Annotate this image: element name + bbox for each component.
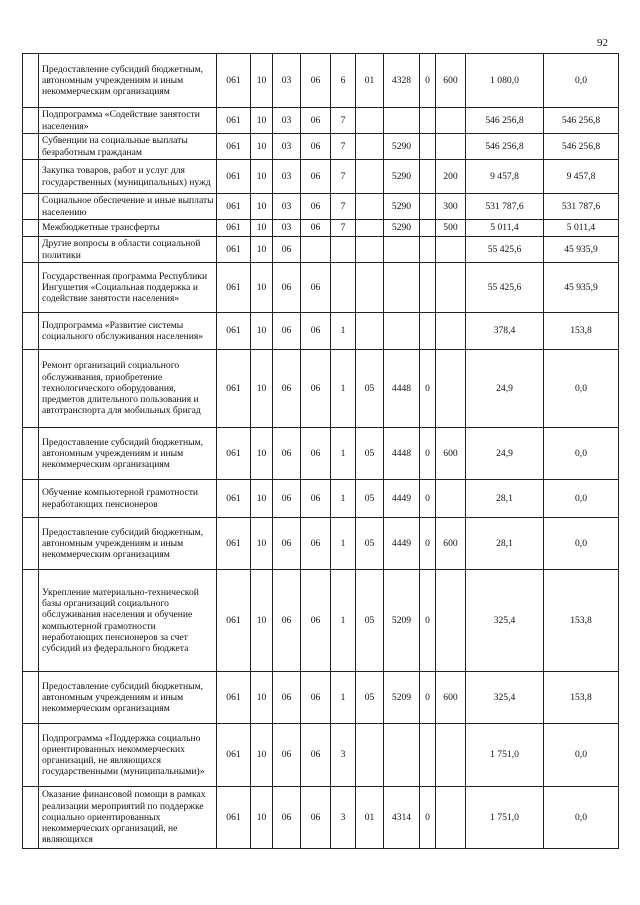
row-c4-cell: 06 — [301, 54, 331, 108]
row-name-cell: Субвенции на социальные выплаты безработным гражданам — [39, 134, 217, 160]
row-c1-cell: 061 — [217, 787, 251, 849]
row-c7-cell: 5209 — [384, 672, 420, 724]
row-c2-cell: 10 — [251, 108, 273, 134]
row-marker-cell — [23, 313, 39, 350]
row-c7-cell — [384, 237, 420, 263]
row-name-cell: Предоставление субсидий бюджетным, автономным учреждениям и иным некоммерческим организациям — [39, 54, 217, 108]
table-row — [23, 134, 619, 160]
row-marker-cell — [23, 194, 39, 220]
row-c7-cell — [384, 108, 420, 134]
row-v2-cell: 0,0 — [544, 787, 619, 849]
row-c1-cell: 061 — [217, 220, 251, 237]
row-c5-cell: 7 — [331, 160, 356, 194]
row-c5-cell: 1 — [331, 672, 356, 724]
row-marker-cell — [23, 480, 39, 518]
row-c1-cell: 061 — [217, 263, 251, 313]
row-c3-cell: 06 — [273, 480, 301, 518]
row-c1-cell: 061 — [217, 350, 251, 428]
row-c5-cell: 1 — [331, 518, 356, 570]
row-c8-cell: 0 — [420, 787, 436, 849]
row-c1-cell: 061 — [217, 237, 251, 263]
row-v1-cell: 546 256,8 — [466, 134, 544, 160]
table-row — [23, 518, 619, 570]
row-v1-cell: 1 751,0 — [466, 724, 544, 787]
row-c9-cell: 500 — [436, 220, 466, 237]
row-c1-cell: 061 — [217, 724, 251, 787]
row-c7-cell: 4448 — [384, 350, 420, 428]
row-c2-cell: 10 — [251, 313, 273, 350]
row-name-cell: Другие вопросы в области социальной политики — [39, 237, 217, 263]
row-c6-cell — [356, 160, 384, 194]
row-c1-cell: 061 — [217, 54, 251, 108]
row-c4-cell: 06 — [301, 518, 331, 570]
row-c6-cell — [356, 108, 384, 134]
row-v2-cell: 0,0 — [544, 724, 619, 787]
row-c8-cell: 0 — [420, 672, 436, 724]
row-marker-cell — [23, 237, 39, 263]
row-c3-cell: 03 — [273, 220, 301, 237]
row-c4-cell: 06 — [301, 134, 331, 160]
row-name-cell: Подпрограмма «Поддержка социально ориентированных некоммерческих организаций, не являющихся государственными (муниципальными)» — [39, 724, 217, 787]
row-c9-cell: 300 — [436, 194, 466, 220]
row-marker-cell — [23, 160, 39, 194]
row-name-cell: Предоставление субсидий бюджетным, автономным учреждениям и иным некоммерческим организациям — [39, 518, 217, 570]
row-c2-cell: 10 — [251, 54, 273, 108]
row-v2-cell: 9 457,8 — [544, 160, 619, 194]
row-c6-cell — [356, 724, 384, 787]
row-c2-cell: 10 — [251, 160, 273, 194]
row-v1-cell: 1 080,0 — [466, 54, 544, 108]
row-c3-cell: 03 — [273, 134, 301, 160]
row-marker-cell — [23, 428, 39, 480]
row-marker-cell — [23, 263, 39, 313]
row-c7-cell — [384, 263, 420, 313]
row-c8-cell — [420, 220, 436, 237]
row-c2-cell: 10 — [251, 570, 273, 672]
row-name-cell: Закупка товаров, работ и услуг для государственных (муниципальных) нужд — [39, 160, 217, 194]
row-c6-cell: 05 — [356, 672, 384, 724]
row-v1-cell: 5 011,4 — [466, 220, 544, 237]
row-c7-cell: 4314 — [384, 787, 420, 849]
row-c1-cell: 061 — [217, 672, 251, 724]
row-c8-cell — [420, 724, 436, 787]
row-c8-cell: 0 — [420, 428, 436, 480]
row-c3-cell: 06 — [273, 263, 301, 313]
table-row — [23, 480, 619, 518]
row-c5-cell: 7 — [331, 220, 356, 237]
row-c1-cell: 061 — [217, 480, 251, 518]
row-c8-cell — [420, 134, 436, 160]
row-c9-cell — [436, 480, 466, 518]
row-c3-cell: 06 — [273, 350, 301, 428]
row-c7-cell: 4449 — [384, 518, 420, 570]
table-row — [23, 350, 619, 428]
row-v2-cell: 0,0 — [544, 480, 619, 518]
row-marker-cell — [23, 350, 39, 428]
row-c6-cell: 05 — [356, 350, 384, 428]
row-v1-cell: 28,1 — [466, 480, 544, 518]
row-c6-cell: 01 — [356, 787, 384, 849]
row-v2-cell: 0,0 — [544, 350, 619, 428]
row-c8-cell: 0 — [420, 570, 436, 672]
row-v2-cell: 546 256,8 — [544, 134, 619, 160]
row-c7-cell: 5290 — [384, 160, 420, 194]
row-c5-cell: 7 — [331, 134, 356, 160]
row-c8-cell — [420, 194, 436, 220]
row-c2-cell: 10 — [251, 220, 273, 237]
row-v2-cell: 153,8 — [544, 570, 619, 672]
row-v1-cell: 1 751,0 — [466, 787, 544, 849]
row-c8-cell: 0 — [420, 480, 436, 518]
row-marker-cell — [23, 787, 39, 849]
row-c5-cell: 6 — [331, 54, 356, 108]
row-c9-cell: 600 — [436, 54, 466, 108]
row-c2-cell: 10 — [251, 194, 273, 220]
page-number: 92 — [597, 37, 608, 49]
row-c6-cell — [356, 263, 384, 313]
row-c6-cell — [356, 134, 384, 160]
table-row — [23, 428, 619, 480]
row-v2-cell: 153,8 — [544, 313, 619, 350]
row-name-cell: Подпрограмма «Содействие занятости населения» — [39, 108, 217, 134]
row-c1-cell: 061 — [217, 518, 251, 570]
row-name-cell: Подпрограмма «Развитие системы социального обслуживания населения» — [39, 313, 217, 350]
row-name-cell: Укрепление материально-технической базы организаций социального обслуживания населения и обучение компьютерной грамотности неработающих пенсионеров за счет субсидий из федерального бюджета — [39, 570, 217, 672]
row-c8-cell: 0 — [420, 350, 436, 428]
row-marker-cell — [23, 54, 39, 108]
row-marker-cell — [23, 108, 39, 134]
row-c4-cell: 06 — [301, 787, 331, 849]
row-c3-cell: 06 — [273, 724, 301, 787]
row-c2-cell: 10 — [251, 134, 273, 160]
row-c1-cell: 061 — [217, 194, 251, 220]
row-name-cell: Ремонт организаций социального обслуживания, приобретение технологического оборудования, предметов длительного пользования и автотранспорта для мобильных бригад — [39, 350, 217, 428]
row-marker-cell — [23, 672, 39, 724]
row-c3-cell: 03 — [273, 108, 301, 134]
row-c9-cell — [436, 263, 466, 313]
row-c1-cell: 061 — [217, 108, 251, 134]
row-c9-cell — [436, 108, 466, 134]
table-row — [23, 672, 619, 724]
table-row — [23, 160, 619, 194]
row-c9-cell — [436, 724, 466, 787]
row-c1-cell: 061 — [217, 428, 251, 480]
row-v2-cell: 5 011,4 — [544, 220, 619, 237]
row-name-cell: Оказание финансовой помощи в рамках реализации мероприятий по поддержке социально ориентированных некоммерческих организаций, не являющихся — [39, 787, 217, 849]
row-c8-cell — [420, 108, 436, 134]
row-name-cell: Предоставление субсидий бюджетным, автономным учреждениям и иным некоммерческим организациям — [39, 428, 217, 480]
row-v2-cell: 546 256,8 — [544, 108, 619, 134]
row-c1-cell: 061 — [217, 313, 251, 350]
row-v1-cell: 24,9 — [466, 428, 544, 480]
row-c3-cell: 03 — [273, 54, 301, 108]
row-v1-cell: 325,4 — [466, 570, 544, 672]
row-c3-cell: 06 — [273, 237, 301, 263]
row-c3-cell: 03 — [273, 194, 301, 220]
row-c6-cell — [356, 194, 384, 220]
row-marker-cell — [23, 570, 39, 672]
row-c9-cell — [436, 787, 466, 849]
row-c8-cell — [420, 237, 436, 263]
row-name-cell: Межбюджетные трансферты — [39, 220, 217, 237]
row-c2-cell: 10 — [251, 787, 273, 849]
row-c6-cell: 05 — [356, 518, 384, 570]
row-c4-cell: 06 — [301, 263, 331, 313]
row-c7-cell: 4448 — [384, 428, 420, 480]
row-c7-cell: 5290 — [384, 220, 420, 237]
row-c5-cell: 1 — [331, 313, 356, 350]
row-c9-cell: 200 — [436, 160, 466, 194]
row-c7-cell: 5209 — [384, 570, 420, 672]
row-c4-cell: 06 — [301, 160, 331, 194]
row-c7-cell: 4449 — [384, 480, 420, 518]
row-c7-cell: 5290 — [384, 194, 420, 220]
row-c4-cell: 06 — [301, 108, 331, 134]
row-c6-cell — [356, 237, 384, 263]
row-c4-cell — [301, 237, 331, 263]
row-c7-cell — [384, 724, 420, 787]
row-c5-cell — [331, 263, 356, 313]
row-c4-cell: 06 — [301, 724, 331, 787]
table-row — [23, 54, 619, 108]
row-c9-cell — [436, 134, 466, 160]
row-v2-cell: 531 787,6 — [544, 194, 619, 220]
row-c3-cell: 03 — [273, 160, 301, 194]
row-c9-cell — [436, 350, 466, 428]
row-c8-cell — [420, 313, 436, 350]
row-v2-cell: 153,8 — [544, 672, 619, 724]
table-row — [23, 570, 619, 672]
row-c4-cell: 06 — [301, 313, 331, 350]
row-v2-cell: 0,0 — [544, 428, 619, 480]
row-c4-cell: 06 — [301, 428, 331, 480]
row-v1-cell: 28,1 — [466, 518, 544, 570]
row-v1-cell: 55 425,6 — [466, 237, 544, 263]
row-c4-cell: 06 — [301, 570, 331, 672]
row-v2-cell: 0,0 — [544, 54, 619, 108]
row-c5-cell: 1 — [331, 350, 356, 428]
row-c4-cell: 06 — [301, 194, 331, 220]
row-c8-cell: 0 — [420, 54, 436, 108]
row-c8-cell — [420, 263, 436, 313]
row-c5-cell — [331, 237, 356, 263]
row-c5-cell: 3 — [331, 787, 356, 849]
row-c2-cell: 10 — [251, 672, 273, 724]
row-c3-cell: 06 — [273, 570, 301, 672]
row-c6-cell — [356, 220, 384, 237]
row-c2-cell: 10 — [251, 263, 273, 313]
row-c3-cell: 06 — [273, 428, 301, 480]
row-v1-cell: 55 425,6 — [466, 263, 544, 313]
row-c4-cell: 06 — [301, 672, 331, 724]
row-c5-cell: 1 — [331, 480, 356, 518]
row-c2-cell: 10 — [251, 518, 273, 570]
row-c4-cell: 06 — [301, 480, 331, 518]
row-c9-cell: 600 — [436, 672, 466, 724]
row-c5-cell: 1 — [331, 428, 356, 480]
row-c9-cell — [436, 570, 466, 672]
row-c8-cell — [420, 160, 436, 194]
table-row — [23, 724, 619, 787]
row-c5-cell: 7 — [331, 194, 356, 220]
row-c9-cell: 600 — [436, 428, 466, 480]
row-c9-cell — [436, 237, 466, 263]
row-v1-cell: 546 256,8 — [466, 108, 544, 134]
row-v1-cell: 9 457,8 — [466, 160, 544, 194]
row-v1-cell: 24,9 — [466, 350, 544, 428]
row-c3-cell: 06 — [273, 518, 301, 570]
row-c2-cell: 10 — [251, 428, 273, 480]
row-c3-cell: 06 — [273, 672, 301, 724]
budget-table — [22, 53, 619, 849]
row-c7-cell: 4328 — [384, 54, 420, 108]
table-row — [23, 263, 619, 313]
row-c4-cell: 06 — [301, 220, 331, 237]
table-row — [23, 108, 619, 134]
row-name-cell: Обучение компьютерной грамотности неработающих пенсионеров — [39, 480, 217, 518]
row-c6-cell: 05 — [356, 570, 384, 672]
row-name-cell: Предоставление субсидий бюджетным, автономным учреждениям и иным некоммерческим организациям — [39, 672, 217, 724]
row-c6-cell — [356, 313, 384, 350]
row-v1-cell: 531 787,6 — [466, 194, 544, 220]
row-c5-cell: 1 — [331, 570, 356, 672]
row-c9-cell: 600 — [436, 518, 466, 570]
row-c3-cell: 06 — [273, 787, 301, 849]
row-c1-cell: 061 — [217, 160, 251, 194]
row-name-cell: Государственная программа Республики Ингушетия «Социальная поддержка и содействие занятости населения» — [39, 263, 217, 313]
row-c3-cell: 06 — [273, 313, 301, 350]
row-marker-cell — [23, 724, 39, 787]
row-v1-cell: 325,4 — [466, 672, 544, 724]
row-c6-cell: 01 — [356, 54, 384, 108]
row-v1-cell: 378,4 — [466, 313, 544, 350]
row-v2-cell: 0,0 — [544, 518, 619, 570]
row-c7-cell: 5290 — [384, 134, 420, 160]
row-c9-cell — [436, 313, 466, 350]
row-c7-cell — [384, 313, 420, 350]
row-c5-cell: 3 — [331, 724, 356, 787]
table-row — [23, 313, 619, 350]
row-v2-cell: 45 935,9 — [544, 263, 619, 313]
row-name-cell: Социальное обеспечение и иные выплаты населению — [39, 194, 217, 220]
row-c2-cell: 10 — [251, 237, 273, 263]
row-c6-cell: 05 — [356, 480, 384, 518]
row-marker-cell — [23, 518, 39, 570]
row-marker-cell — [23, 134, 39, 160]
table-row — [23, 237, 619, 263]
row-c2-cell: 10 — [251, 480, 273, 518]
row-c1-cell: 061 — [217, 570, 251, 672]
row-c2-cell: 10 — [251, 350, 273, 428]
row-c2-cell: 10 — [251, 724, 273, 787]
table-row — [23, 194, 619, 220]
row-marker-cell — [23, 220, 39, 237]
row-c5-cell: 7 — [331, 108, 356, 134]
row-v2-cell: 45 935,9 — [544, 237, 619, 263]
row-c1-cell: 061 — [217, 134, 251, 160]
row-c6-cell: 05 — [356, 428, 384, 480]
row-c4-cell: 06 — [301, 350, 331, 428]
row-c8-cell: 0 — [420, 518, 436, 570]
table-row — [23, 220, 619, 237]
table-row — [23, 787, 619, 849]
